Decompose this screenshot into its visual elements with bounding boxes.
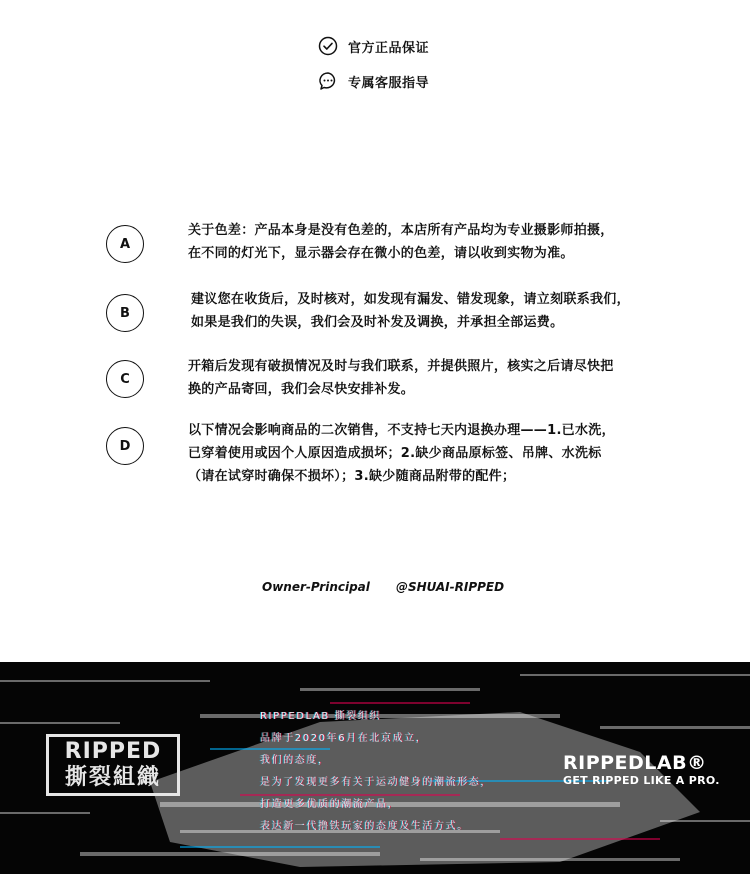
guarantee-label: 专属客服指导 bbox=[348, 75, 430, 91]
note-text bbox=[191, 288, 681, 334]
note-letter-badge: A bbox=[106, 225, 144, 263]
brand-line: RIPPEDLAB 撕裂组织 bbox=[260, 711, 382, 722]
brand-line: 我们的态度， bbox=[260, 755, 330, 766]
note-line: （请在试穿时确保不损坏）；3.缺少随商品附带的配件； bbox=[188, 469, 516, 484]
note-line: 开箱后发现有破损情况及时与我们联系，并提供照片，核实之后请尽快把 bbox=[188, 359, 614, 374]
logo-line-en: RIPPED bbox=[64, 739, 162, 764]
guarantee-service bbox=[318, 71, 429, 91]
note-line: 建议您在收货后，及时核对，如发现有漏发、错发现象，请立刻联系我们， bbox=[191, 292, 630, 307]
brand-line: 表达新一代撸铁玩家的态度及生活方式。 bbox=[260, 821, 469, 832]
ripped-logo-left bbox=[46, 734, 180, 796]
brand-line: 是为了发现更多有关于运动健身的潮流形态， bbox=[260, 777, 492, 788]
note-line: 如果是我们的失误，我们会及时补发及调换，并承担全部运费。 bbox=[191, 315, 564, 330]
note-letter-badge: C bbox=[106, 360, 144, 398]
logo-brand-name: RIPPEDLAB® bbox=[563, 752, 707, 774]
check-circle-icon bbox=[318, 36, 338, 56]
note-line: 已穿着使用或因个人原因造成损坏；2.缺少商品原标签、吊牌、水洗标 bbox=[188, 446, 602, 461]
note-letter-badge: B bbox=[106, 294, 144, 332]
chat-bubble-icon bbox=[318, 71, 338, 91]
guarantee-label: 官方正品保证 bbox=[348, 40, 430, 56]
note-letter-badge: D bbox=[106, 427, 144, 465]
note-line: 换的产品寄回，我们会尽快安排补发。 bbox=[188, 382, 415, 397]
guarantee-authentic bbox=[318, 36, 429, 56]
note-line: 关于色差：产品本身是没有色差的，本店所有产品均为专业摄影师拍摄， bbox=[188, 223, 614, 238]
logo-tagline: GET RIPPED LIKE A PRO. bbox=[563, 774, 720, 787]
brand-line: 打造更多优质的潮流产品， bbox=[260, 799, 400, 810]
brand-story bbox=[260, 706, 560, 838]
credit-role: Owner-Principal bbox=[262, 580, 370, 594]
note-line: 以下情况会影响商品的二次销售，不支持七天内退换办理——1.已水洗， bbox=[188, 423, 615, 438]
logo-line-cn: 撕裂組織 bbox=[64, 765, 161, 790]
rippedlab-logo-right bbox=[563, 752, 720, 788]
brand-line: 品牌于2020年6月在北京成立， bbox=[260, 733, 428, 744]
note-text bbox=[188, 355, 678, 401]
note-line: 在不同的灯光下，显示器会存在微小的色差，请以收到实物为准。 bbox=[188, 246, 574, 261]
credit-handle: @SHUAI-RIPPED bbox=[396, 580, 505, 594]
note-text bbox=[188, 219, 678, 265]
brand-banner bbox=[0, 662, 750, 874]
note-text bbox=[188, 419, 678, 488]
